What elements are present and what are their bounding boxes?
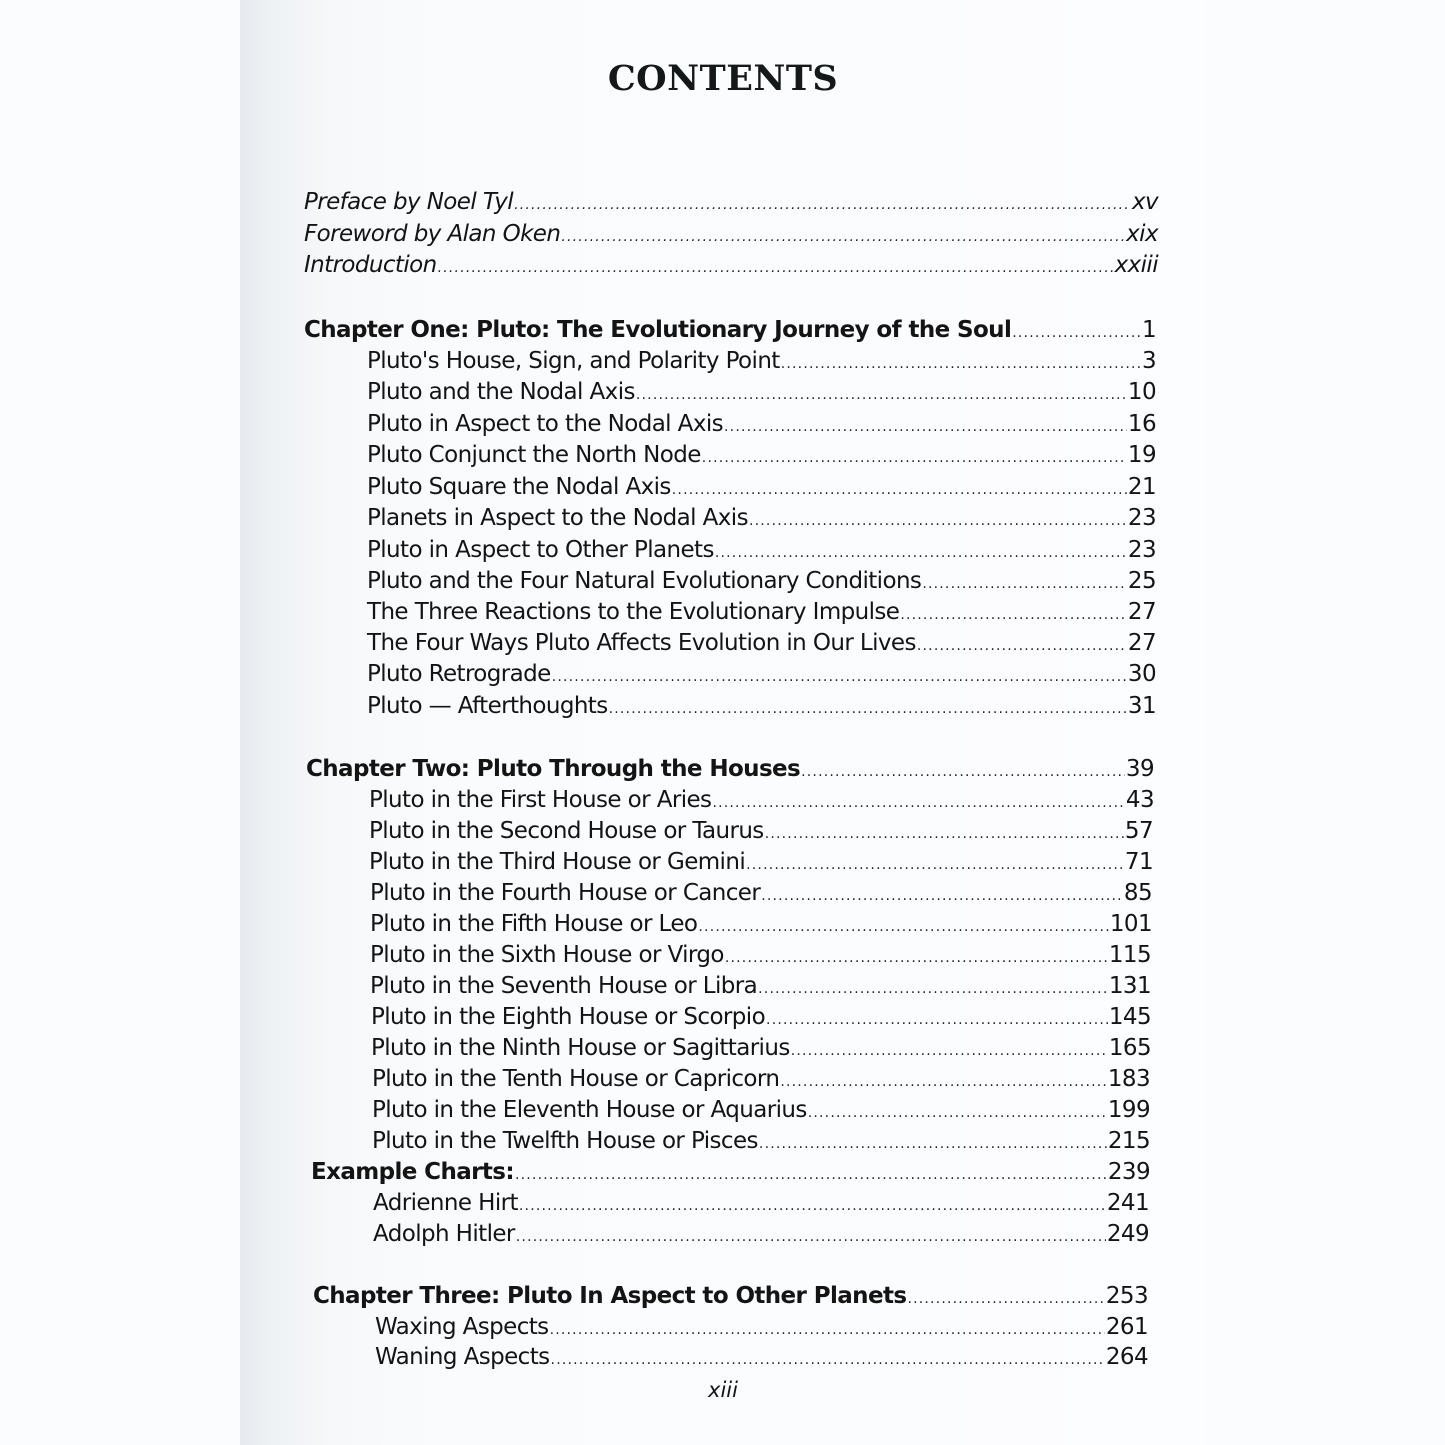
entry-label: Introduction (304, 252, 437, 278)
toc-section[interactable] (367, 503, 1156, 533)
entry-page-number: 115 (1108, 942, 1151, 968)
toc-section[interactable] (367, 440, 1156, 470)
dot-leader (550, 1315, 1105, 1345)
chapter-label: Chapter One: Pluto: The Evolutionary Journey of the Soul (304, 317, 1012, 343)
toc-section[interactable] (369, 785, 1154, 815)
entry-page-number: 131 (1108, 973, 1151, 999)
dot-leader (514, 190, 1131, 220)
entry-page-number: xix (1126, 221, 1158, 247)
section-label: Pluto in the Third House or Gemini (369, 849, 746, 875)
dot-leader (609, 694, 1127, 724)
toc-section[interactable] (369, 816, 1153, 846)
dot-leader (907, 1284, 1104, 1314)
section-label: Pluto and the Nodal Axis (367, 379, 635, 405)
toc-section[interactable] (367, 597, 1156, 627)
section-label: Pluto and the Four Natural Evolutionary Conditions (367, 568, 922, 594)
entry-label: Foreword by Alan Oken (304, 221, 561, 247)
toc-section[interactable] (367, 535, 1156, 565)
section-label: Adolph Hitler (373, 1221, 515, 1247)
entry-page-number: 215 (1107, 1128, 1150, 1154)
dot-leader (808, 1098, 1107, 1128)
section-label: Waxing Aspects (375, 1314, 549, 1340)
entry-page-number: 241 (1106, 1190, 1149, 1216)
dot-leader (698, 912, 1109, 942)
toc-section[interactable] (375, 1342, 1148, 1372)
dot-leader (761, 881, 1123, 911)
entry-page-number: 101 (1109, 911, 1152, 937)
entry-page-number: 10 (1127, 379, 1156, 405)
dot-leader (759, 1129, 1107, 1159)
section-label: Pluto in the Eighth House or Scorpio (371, 1004, 766, 1030)
entry-page-number: 165 (1108, 1035, 1151, 1061)
dot-leader (749, 506, 1127, 536)
toc-entry-foreword[interactable] (304, 219, 1158, 249)
dot-leader (636, 380, 1127, 410)
section-label: Waning Aspects (375, 1344, 550, 1370)
entry-page-number: 57 (1124, 818, 1153, 844)
dot-leader (552, 662, 1127, 692)
section-label: Pluto in the First House or Aries (369, 787, 712, 813)
dot-leader (516, 1222, 1106, 1252)
dot-leader (712, 788, 1124, 818)
section-label: Pluto in the Fifth House or Leo (370, 911, 698, 937)
section-label: Pluto in the Twelfth House or Pisces (372, 1128, 758, 1154)
section-label: Pluto in the Sixth House or Virgo (370, 942, 724, 968)
toc-section[interactable] (370, 909, 1152, 939)
page-number-folio: xiii (708, 1378, 738, 1402)
section-label: Pluto's House, Sign, and Polarity Point (367, 348, 780, 374)
dot-leader (766, 1005, 1108, 1035)
dot-leader (801, 757, 1125, 787)
dot-leader (715, 538, 1127, 568)
section-label: Pluto in the Second House or Taurus (369, 818, 764, 844)
toc-section[interactable] (373, 1219, 1149, 1249)
entry-page-number: 3 (1141, 348, 1156, 374)
toc-section[interactable] (367, 628, 1156, 658)
book-page (240, 0, 1206, 1445)
page-title: CONTENTS (607, 58, 839, 99)
entry-page-number: 23 (1127, 537, 1156, 563)
toc-section[interactable] (375, 1312, 1148, 1342)
chapter-label: Chapter Two: Pluto Through the Houses (306, 756, 801, 782)
section-label: Pluto Retrograde (367, 661, 551, 687)
entry-page-number: 30 (1127, 661, 1156, 687)
section-label: Adrienne Hirt (373, 1190, 518, 1216)
section-label: Pluto in the Seventh House or Libra (370, 973, 758, 999)
toc-section[interactable] (367, 691, 1156, 721)
dot-leader (672, 475, 1127, 505)
dot-leader (724, 412, 1127, 442)
entry-page-number: 239 (1107, 1159, 1150, 1185)
entry-page-number: 1 (1141, 317, 1156, 343)
dot-leader (725, 943, 1108, 973)
section-label: Pluto in Aspect to Other Planets (367, 537, 714, 563)
dot-leader (1012, 318, 1141, 348)
section-label: Pluto Square the Nodal Axis (367, 474, 671, 500)
dot-leader (515, 1160, 1107, 1190)
entry-page-number: 31 (1127, 693, 1156, 719)
toc-chapter-two[interactable] (306, 754, 1154, 784)
section-label: Pluto in the Ninth House or Sagittarius (371, 1035, 790, 1061)
entry-page-number: 27 (1127, 630, 1156, 656)
section-label: Pluto in the Fourth House or Cancer (370, 880, 761, 906)
dot-leader (519, 1191, 1106, 1221)
toc-example-charts[interactable] (311, 1157, 1150, 1187)
entry-page-number: 16 (1127, 411, 1156, 437)
toc-section[interactable] (369, 847, 1153, 877)
dot-leader (702, 443, 1127, 473)
entry-page-number: 264 (1105, 1344, 1148, 1370)
toc-section[interactable] (367, 566, 1156, 596)
dot-leader (561, 222, 1125, 252)
dot-leader (746, 850, 1124, 880)
dot-leader (438, 253, 1114, 283)
section-label: Pluto in the Eleventh House or Aquarius (372, 1097, 807, 1123)
dot-leader (900, 600, 1127, 630)
entry-page-number: 249 (1106, 1221, 1149, 1247)
toc-section[interactable] (372, 1095, 1150, 1125)
section-label: Pluto in the Tenth House or Capricorn (372, 1066, 780, 1092)
entry-page-number: 261 (1105, 1314, 1148, 1340)
entry-label: Preface by Noel Tyl (304, 189, 514, 215)
entry-page-number: 27 (1127, 599, 1156, 625)
toc-entry-preface[interactable] (304, 187, 1158, 217)
dot-leader (780, 1067, 1107, 1097)
entry-page-number: 183 (1107, 1066, 1150, 1092)
toc-chapter-one[interactable] (304, 315, 1156, 345)
entry-page-number: 199 (1107, 1097, 1150, 1123)
toc-section[interactable] (370, 971, 1151, 1001)
toc-section[interactable] (370, 940, 1151, 970)
toc-section[interactable] (367, 409, 1156, 439)
toc-section[interactable] (372, 1126, 1150, 1156)
entry-page-number: 19 (1127, 442, 1156, 468)
entry-page-number: 23 (1127, 505, 1156, 531)
dot-leader (758, 974, 1108, 1004)
entry-page-number: 21 (1127, 474, 1156, 500)
entry-page-number: 39 (1125, 756, 1154, 782)
entry-page-number: 145 (1108, 1004, 1151, 1030)
dot-leader (765, 819, 1124, 849)
toc-section[interactable] (367, 377, 1156, 407)
entry-page-number: xv (1131, 189, 1158, 215)
dot-leader (922, 569, 1127, 599)
toc-section[interactable] (372, 1064, 1150, 1094)
toc-section[interactable] (367, 659, 1156, 689)
entry-page-number: 43 (1125, 787, 1154, 813)
dot-leader (781, 349, 1141, 379)
toc-section[interactable] (367, 346, 1156, 376)
section-label: Example Charts: (311, 1159, 514, 1185)
toc-chapter-three[interactable] (313, 1281, 1148, 1311)
entry-page-number: 253 (1105, 1283, 1148, 1309)
toc-section[interactable] (371, 1002, 1151, 1032)
section-label: The Three Reactions to the Evolutionary Impulse (367, 599, 900, 625)
entry-page-number: 85 (1123, 880, 1152, 906)
chapter-label: Chapter Three: Pluto In Aspect to Other Planets (313, 1283, 907, 1309)
section-label: Planets in Aspect to the Nodal Axis (367, 505, 748, 531)
toc-section[interactable] (373, 1188, 1149, 1218)
toc-section[interactable] (371, 1033, 1151, 1063)
section-label: Pluto in Aspect to the Nodal Axis (367, 411, 724, 437)
dot-leader (791, 1036, 1108, 1066)
section-label: Pluto Conjunct the North Node (367, 442, 701, 468)
dot-leader (551, 1345, 1105, 1375)
section-label: Pluto — Afterthoughts (367, 693, 608, 719)
toc-entry-introduction[interactable] (304, 250, 1158, 280)
entry-page-number: 71 (1124, 849, 1153, 875)
entry-page-number: xxiii (1114, 252, 1158, 278)
toc-section[interactable] (370, 878, 1152, 908)
toc-section[interactable] (367, 472, 1156, 502)
dot-leader (917, 631, 1127, 661)
section-label: The Four Ways Pluto Affects Evolution in Our Lives (367, 630, 916, 656)
entry-page-number: 25 (1127, 568, 1156, 594)
